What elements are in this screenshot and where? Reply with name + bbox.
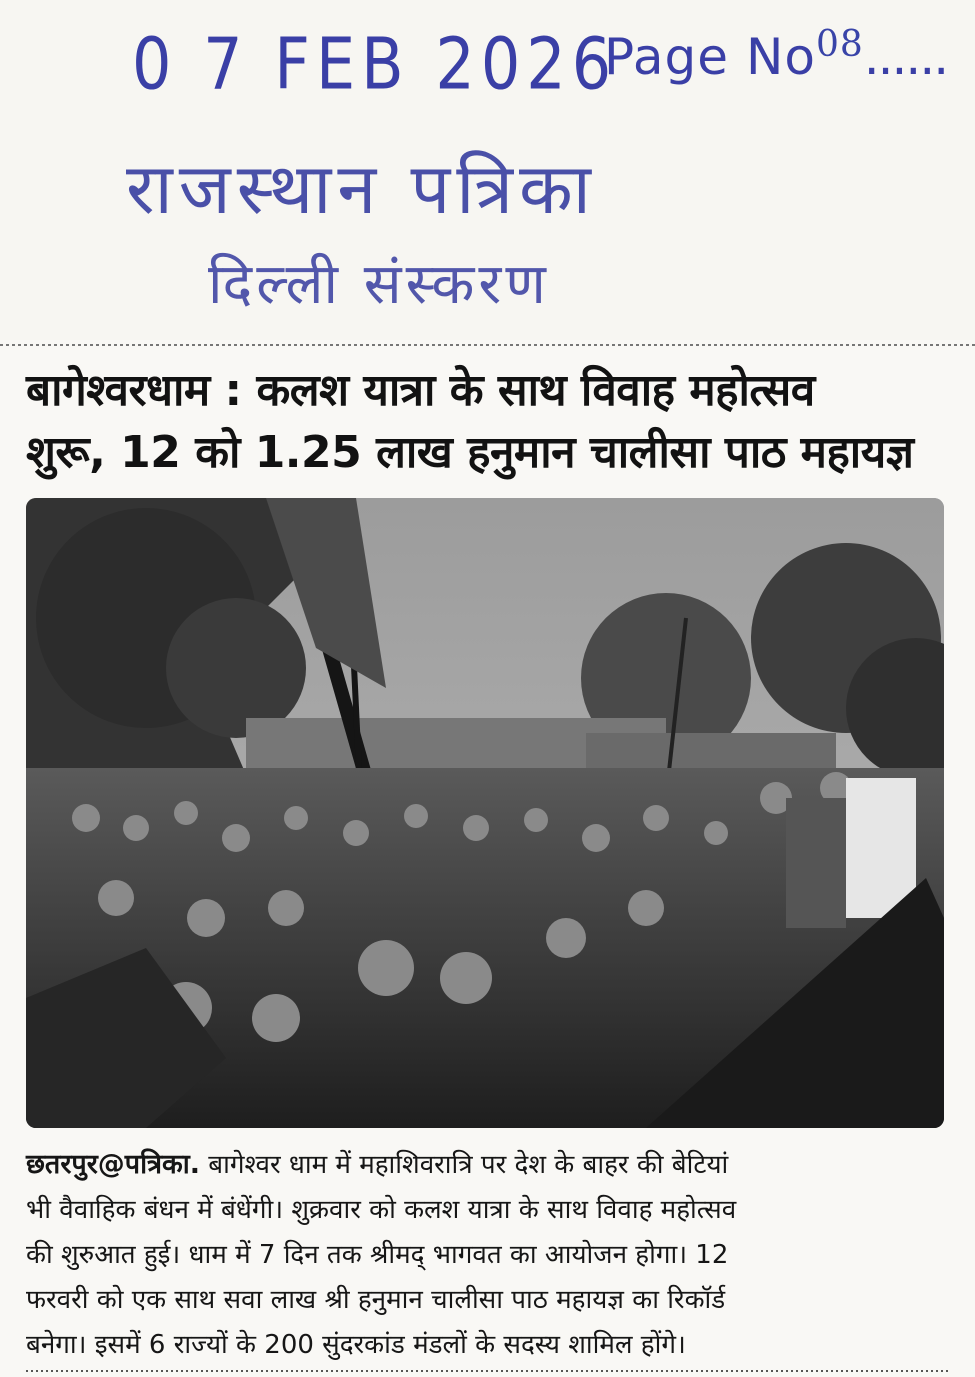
page-number: 08 <box>815 24 864 65</box>
article-photo <box>26 498 944 1128</box>
body-line-5: बनेगा। इसमें 6 राज्यों के 200 सुंदरकांड मंडलों के सदस्य शामिल होंगे। <box>26 1330 686 1360</box>
stamp-page-number <box>604 24 947 86</box>
headline-line-1: बागेश्वरधाम : कलश यात्रा के साथ विवाह महोत्सव <box>26 365 815 416</box>
procession-photo-illustration <box>26 498 944 1128</box>
clipping-bottom-edge <box>26 1370 948 1372</box>
article-headline <box>26 360 956 484</box>
body-line-4: फरवरी को एक साथ सवा लाख श्री हनुमान चालीसा पाठ महायज्ञ का रिकॉर्ड <box>26 1285 726 1315</box>
page-dots: ...... <box>863 28 948 86</box>
stamp-date: 0 7 FEB 2026 <box>132 22 618 106</box>
clipping-top-edge <box>0 344 975 346</box>
article-body <box>26 1142 946 1368</box>
page-label: Page No <box>604 28 816 86</box>
body-line-2: भी वैवाहिक बंधन में बंधेंगी। शुक्रवार को कलश यात्रा के साथ विवाह महोत्सव <box>26 1195 737 1225</box>
body-line-1 <box>26 1142 946 1188</box>
stamp-newspaper-name: राजस्थान पत्रिका <box>126 148 597 230</box>
body-text-1: बागेश्वर धाम में महाशिवरात्रि पर देश के बाहर की बेटियां <box>208 1150 729 1180</box>
dateline: छतरपुर@पत्रिका. <box>26 1149 200 1180</box>
headline-line-2: शुरू, 12 को 1.25 लाख हनुमान चालीसा पाठ महायज्ञ <box>26 427 914 478</box>
body-line-3: की शुरुआत हुई। धाम में 7 दिन तक श्रीमद् भागवत का आयोजन होगा। 12 <box>26 1240 729 1270</box>
stamp-edition: दिल्ली संस्करण <box>208 252 550 317</box>
